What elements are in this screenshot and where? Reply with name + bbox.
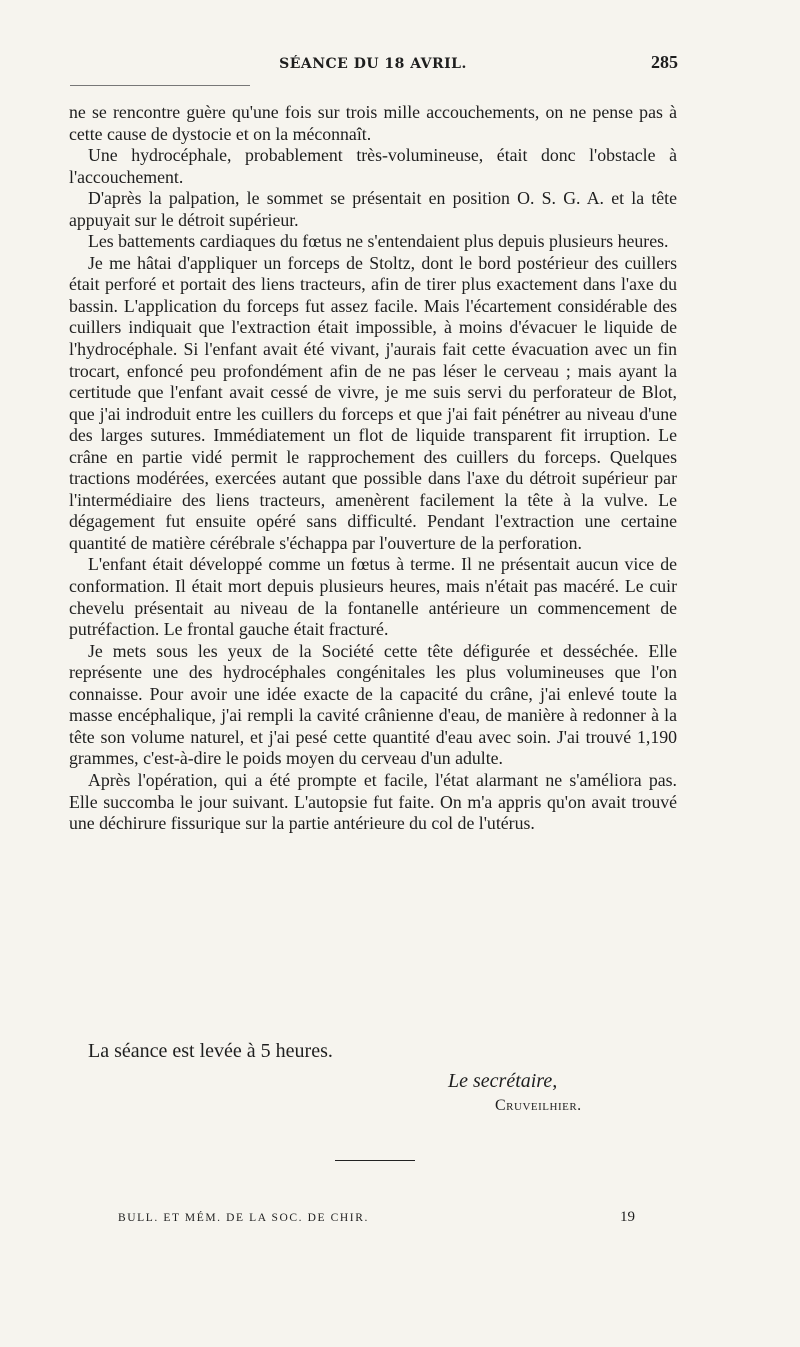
paragraph: Je me hâtai d'appliquer un forceps de Stoltz, dont le bord postérieur des cuillers était perforé et portait des liens tracteurs, afin de tirer plus exactement dans l'axe du bassin. L'application du forceps fut assez facile. Mais l'écartement considérable des cuillers indiquait que l'extraction était impossible, à moins d'évacuer le liquide de l'hydrocéphale. Si l'enfant avait été vivant, j'aurais fait cette évacuation avec un fin trocart, enfoncé peu profondément afin de ne pas léser le cerveau ; mais ayant la certitude que l'enfant avait cessé de vivre, je me suis servi du perforateur de Blot, que j'ai indroduit entre les cuillers du forceps et que j'ai fait pénétrer au niveau d'une des larges sutures. Immédiatement un flot de liquide transparent fit irruption. Le crâne en partie vidé permit le rapprochement des cuillers du forceps. Quelques tractions modérées, exercées autant que possible dans l'axe du détroit supérieur par l'intermédiaire des liens tracteurs, amenèrent facilement la tête à la vulve. Le dégagement fut ensuite opéré sans difficulté. Pendant l'extraction une certaine quantité de matière cérébrale s'échappa par l'ouverture de la perforation. bbox=[69, 252, 677, 553]
signature-mark: 19 bbox=[620, 1209, 635, 1225]
running-header bbox=[68, 52, 678, 78]
paragraph: Les battements cardiaques du fœtus ne s'entendaient plus depuis plusieurs heures. bbox=[88, 231, 669, 252]
body-text bbox=[69, 102, 677, 835]
signature-name: Cruveilhier. bbox=[495, 1097, 582, 1114]
header-rule bbox=[70, 85, 250, 86]
signature-role: Le secrétaire, bbox=[448, 1070, 558, 1092]
paragraph: ne se rencontre guère qu'une fois sur trois mille accouchements, on ne pense pas à cette cause de dystocie et on la méconnaît. bbox=[69, 102, 677, 144]
footer-text: BULL. ET MÉM. DE LA SOC. DE CHIR. bbox=[118, 1212, 369, 1224]
paragraph: Après l'opération, qui a été prompte et facile, l'état alarmant ne s'améliora pas. Elle succomba le jour suivant. L'autopsie fut faite. On m'a appris qu'on avait trouvé une déchirure fissurique sur la partie antérieure du col de l'utérus. bbox=[69, 769, 677, 834]
end-rule bbox=[335, 1160, 415, 1161]
header-title: SÉANCE DU 18 AVRIL. bbox=[279, 56, 467, 72]
paragraph: L'enfant était développé comme un fœtus à terme. Il ne présentait aucun vice de conformation. Il était mort depuis plusieurs heures, mais n'était pas macéré. Le cuir chevelu présentait au niveau de la fontanelle antérieure un commencement de putréfaction. Le frontal gauche était fracturé. bbox=[69, 554, 677, 640]
paragraph: D'après la palpation, le sommet se présentait en position O. S. G. A. et la tête appuyait sur le détroit supérieur. bbox=[69, 188, 677, 230]
page-number: 285 bbox=[651, 52, 678, 72]
closing-line: La séance est levée à 5 heures. bbox=[88, 1040, 333, 1062]
paragraph: Une hydrocéphale, probablement très-volumineuse, était donc l'obstacle à l'accouchement. bbox=[69, 145, 677, 187]
paragraph: Je mets sous les yeux de la Société cette tête défigurée et desséchée. Elle représente une des hydrocéphales congénitales les plus volumineuses que l'on connaisse. Pour avoir une idée exacte de la capacité du crâne, j'ai enlevé toute la masse encéphalique, j'ai rempli la cavité crânienne d'eau, de manière à redonner à la tête son volume naturel, et j'ai pesé cette quantité d'eau avec soin. J'ai trouvé 1,190 grammes, c'est-à-dire le poids moyen du cerveau d'un adulte. bbox=[69, 640, 677, 769]
